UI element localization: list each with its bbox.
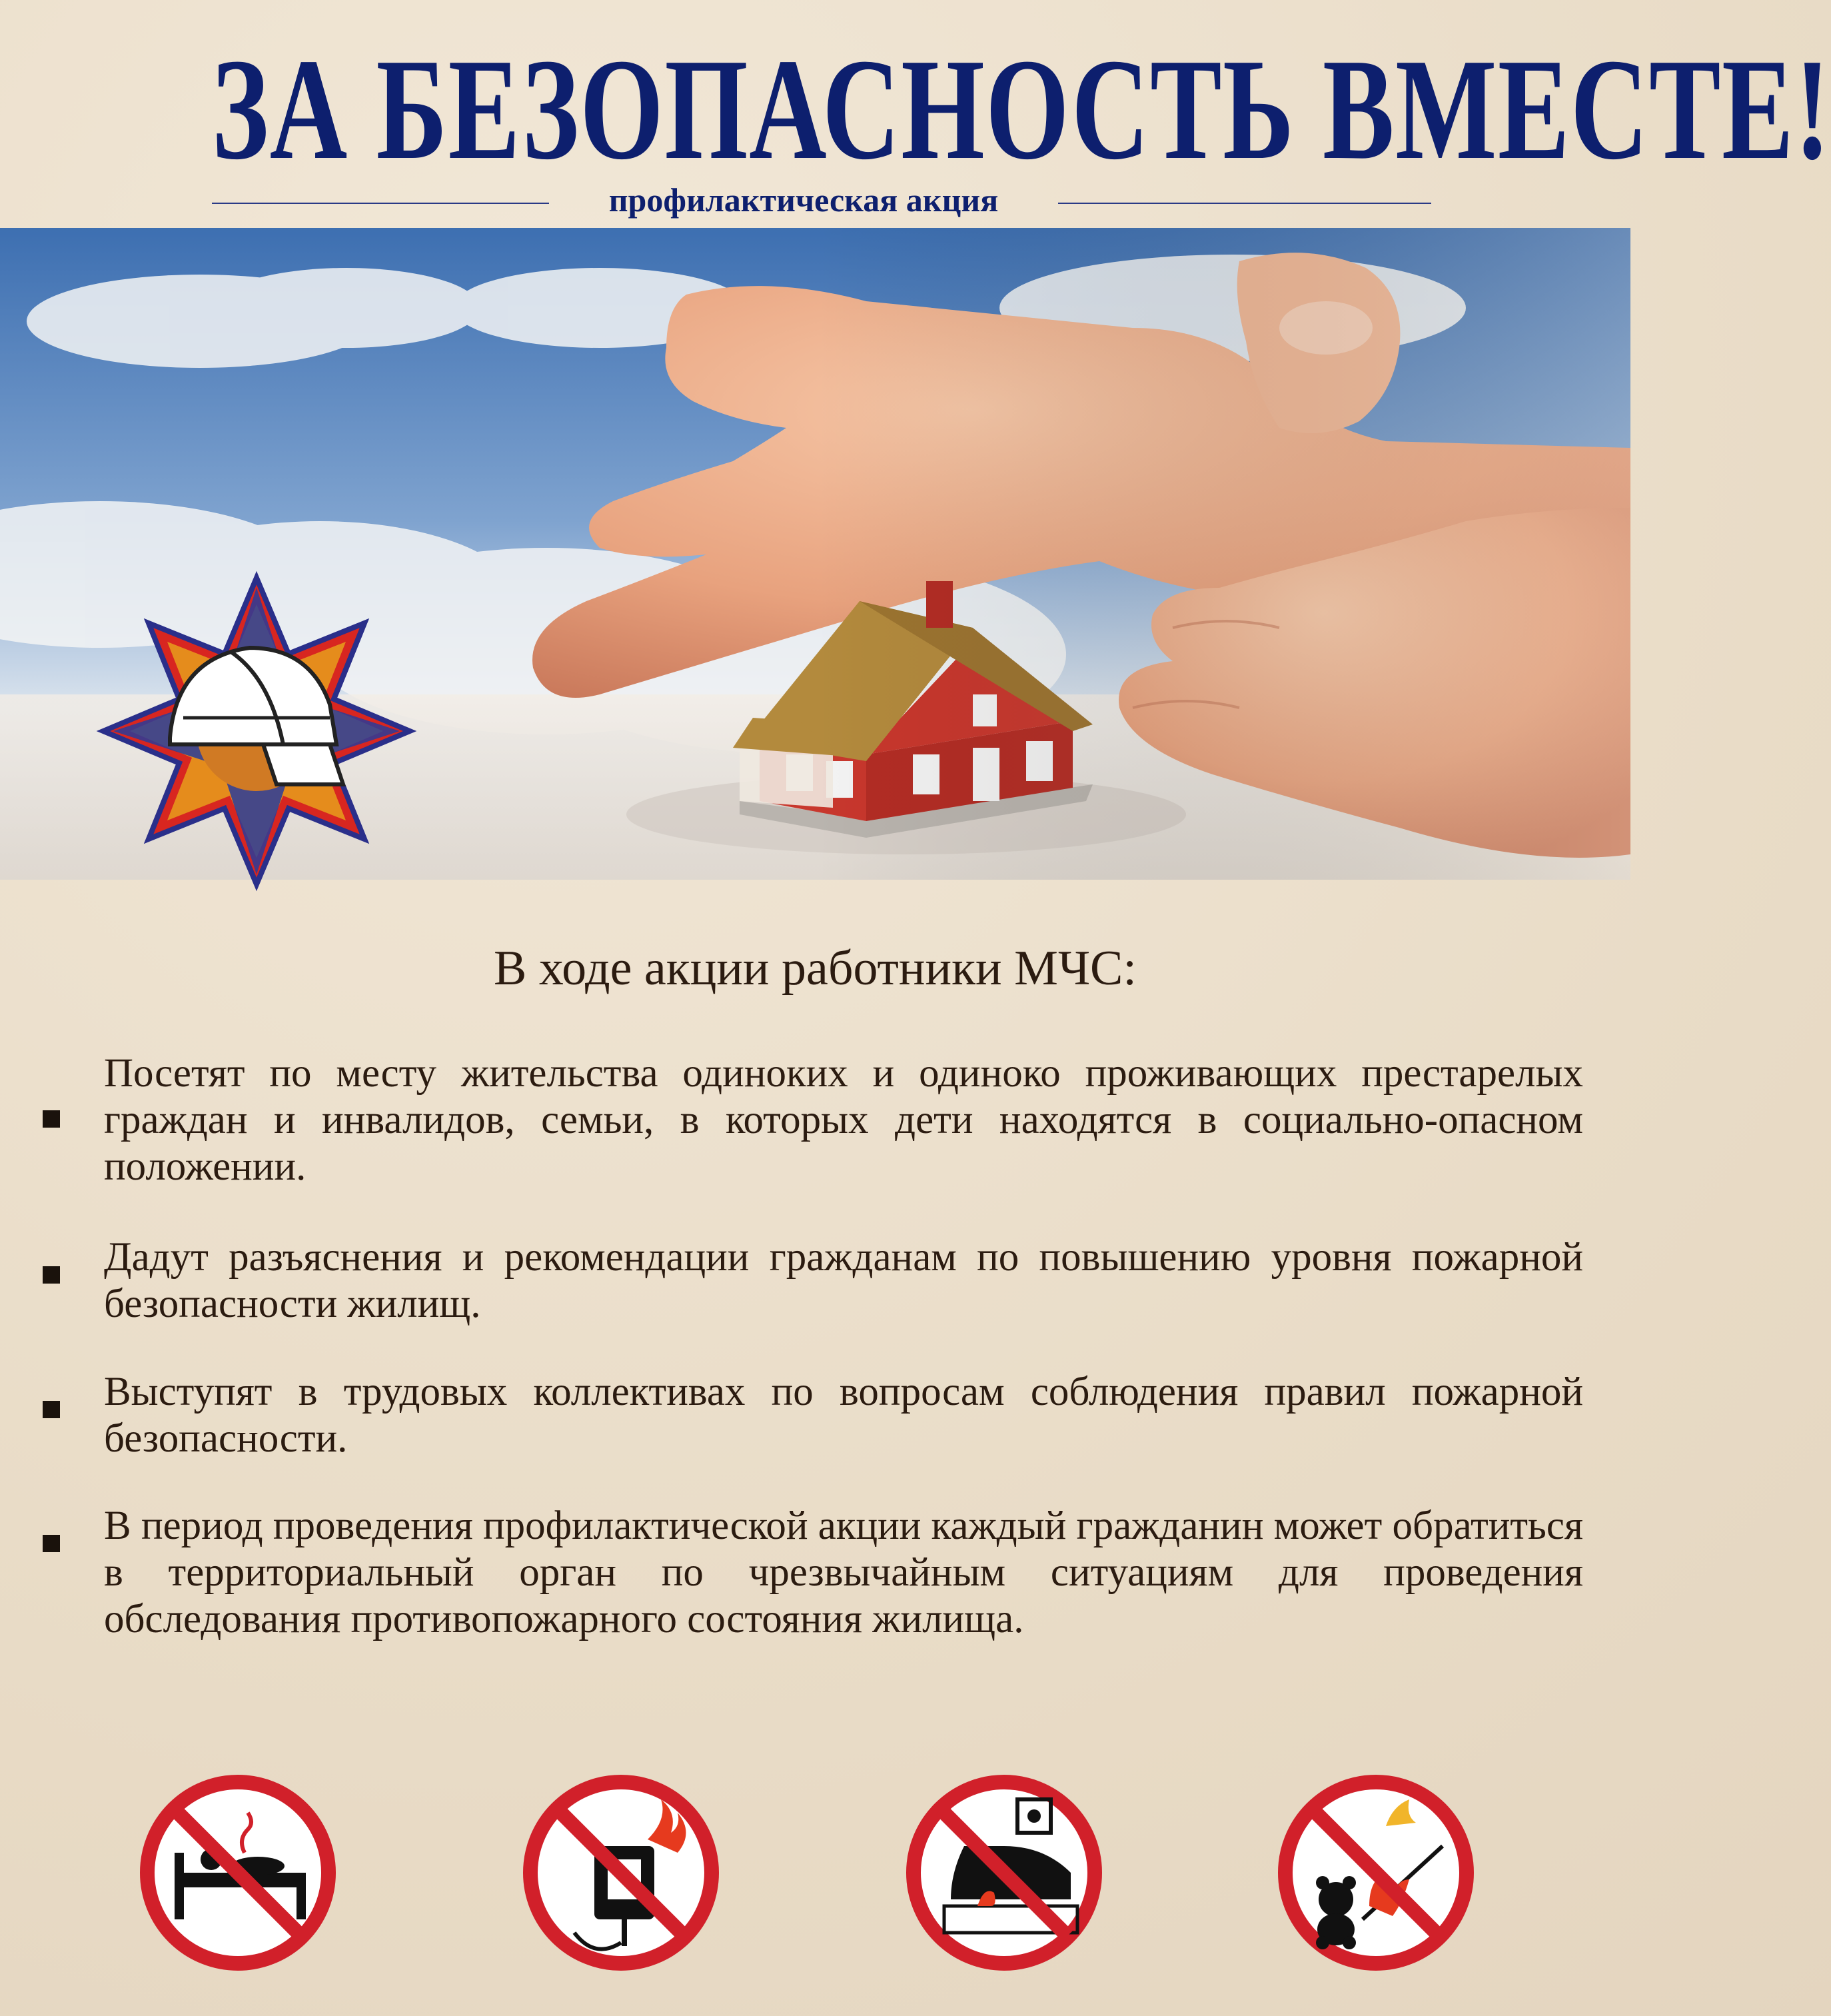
list-item-text: Посетят по месту жительства одиноких и одиноко проживающих престарелых граждан и инвалидов, семьи, в которых дети находятся в социально-опасном положении. bbox=[104, 1051, 1583, 1189]
section-heading: В ходе акции работники МЧС: bbox=[494, 941, 1137, 996]
title-rule-left bbox=[212, 203, 549, 204]
no-smoking-in-bed-icon bbox=[138, 1773, 338, 1973]
banner-image bbox=[0, 228, 1630, 880]
bullet-square-icon bbox=[43, 1266, 60, 1284]
mchs-emblem-icon bbox=[103, 578, 410, 884]
bullet-square-icon bbox=[43, 1110, 60, 1128]
poster-title: ЗА БЕЗОПАСНОСТЬ ВМЕСТЕ! bbox=[212, 29, 1831, 190]
bullet-square-icon bbox=[43, 1401, 60, 1418]
no-children-playing-with-matches-icon bbox=[1276, 1773, 1476, 1973]
list-item-text: Дадут разъяснения и рекомендации гражданам по повышению уровня пожарной безопасности жилищ. bbox=[104, 1235, 1583, 1326]
no-faulty-electrical-appliance-icon bbox=[521, 1773, 721, 1973]
bullet-square-icon bbox=[43, 1535, 60, 1552]
list-item-text: Выступят в трудовых коллективах по вопросам соблюдения правил пожарной безопасности. bbox=[104, 1370, 1583, 1461]
list-item-text: В период проведения профилактической акции каждый гражданин может обратиться в территориальный орган по чрезвычайным ситуациям для проведения обследования противопожарного состояния жилища. bbox=[104, 1504, 1583, 1641]
no-unattended-iron-icon bbox=[904, 1773, 1104, 1973]
poster-subtitle: профилактическая акция bbox=[608, 181, 999, 219]
title-rule-right bbox=[1058, 203, 1431, 204]
